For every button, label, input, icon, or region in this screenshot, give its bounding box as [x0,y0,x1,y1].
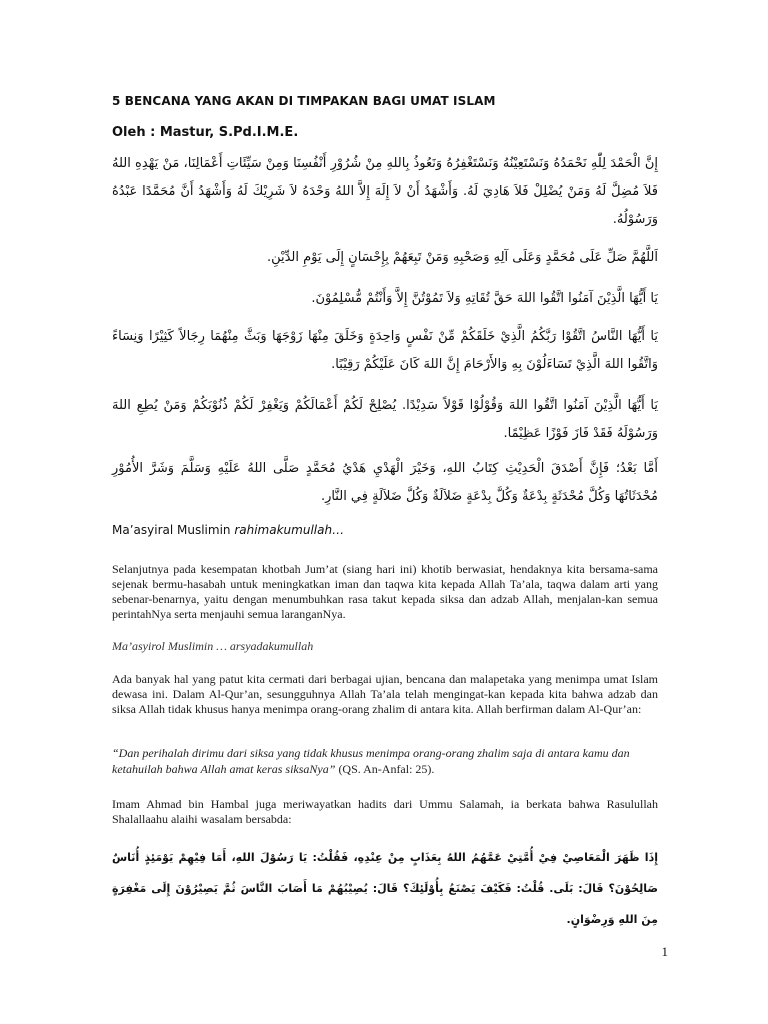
document-title: 5 BENCANA YANG AKAN DI TIMPAKAN BAGI UMAT ISLAM [112,94,496,108]
arabic-verse-an-nisa: يَا أَيُّهَا النَّاسُ اتَّقُوْا رَبَّكُمُ الَّذِيْ خَلَقَكُمْ مِّنْ نَفْسٍ وَاحِدَةٍ وَخَلَقَ مِنْهَا زَوْجَهَا وَبَثَّ مِنْهُمَا رِجَالاً كَثِيْرًا وَنِسَاءً وَاتَّقُوا اللهَ الَّذِيْ تَسَاءَلُوْنَ بِهِ وَالأَرْحَامَ إِنَّ اللهَ كَانَ عَلَيْكُمْ رَقِيْبًا. [112,329,658,372]
greeting-italic: rahimakumullah… [234,523,345,537]
arabic-hadith: إِذَا ظَهَرَ الْمَعَاصِيْ فِيْ أُمَّتِيْ عَمَّهُمُ اللهُ بِعَذَابٍ مِنْ عِنْدِهِ، فَقُلْتُ: يَا رَسُوْلَ اللهِ، أَمَا فِيْهِمْ يَوْمَئِذٍ أُنَاسٌ صَالِحُوْنَ؟ قَالَ: بَلَى. قُلْتُ: فَكَيْفَ يَصْنَعُ بِأُوْلَئِكَ؟ قَالَ: يُصِيْبُهُمْ مَا أَصَابَ النَّاسَ ثُمَّ يَصِيْرُوْنَ إِلَى مَغْفِرَةٍ مِنَ اللهِ وَرِضْوَانٍ. [112,851,658,926]
document-author: Oleh : Mastur, S.Pd.I.M.E. [112,125,299,140]
arabic-salawat: اَللَّهُمَّ صَلِّ عَلَى مُحَمَّدٍ وَعَلَى آلِهِ وَصَحْبِهِ وَمَنْ تَبِعَهُمْ بِإِحْسَانٍ إِلَى يَوْمِ الدِّيْنِ. [266,250,658,265]
arabic-amma-badu: أَمَّا بَعْدُ؛ فَإِنَّ أَصْدَقَ الْحَدِيْثِ كِتَابُ اللهِ، وَخَيْرَ الْهَدْيِ هَدْيُ مُحَمَّدٍ صَلَّى اللهُ عَلَيْهِ وَسَلَّمَ وَشَرَّ الأُمُوْرِ مُحْدَثَاتُهَا وَكُلَّ مُحْدَثَةٍ بِدْعَةٌ وَكُلَّ بِدْعَةٍ ضَلاَلَةٌ وَكُلَّ ضَلاَلَةٍ فِي النَّارِ. [112,461,658,504]
italic-heading: Ma’asyirol Muslimin … arsyadakumullah [112,639,314,653]
greeting-prefix: Ma’asyiral Muslimin [112,523,235,537]
arabic-verse-ali-imran: يَا أَيُّهَا الَّذِيْنَ آمَنُوا اتَّقُوا اللهَ حَقَّ تُقَاتِهِ وَلاَ تَمُوْتُنَّ إِلاَّ وَأَنْتُمْ مُّسْلِمُوْنَ. [311,291,658,306]
arabic-verse-al-ahzab: يَا أَيُّهَا الَّذِيْنَ آمَنُوا اتَّقُوا اللهَ وَقُوْلُوْا قَوْلاً سَدِيْدًا. يُصْلِحْ لَكُمْ أَعْمَالَكُمْ وَيَغْفِرْ لَكُمْ ذُنُوْبَكُمْ وَمَنْ يُطِعِ اللهَ وَرَسُوْلَهُ فَقَدْ فَازَ فَوْزًا عَظِيْمًا. [112,398,658,441]
arabic-opening-praise: إِنَّ الْحَمْدَ لِلّٰهِ نَحْمَدُهُ وَنَسْتَعِيْنُهُ وَنَسْتَغْفِرُهُ وَنَعُوذُ بِاللهِ مِنْ شُرُوْرِ أَنْفُسِنَا وَمِنْ سَيِّئَاتِ أَعْمَالِنَا، مَنْ يَهْدِهِ اللهُ فَلاَ مُضِلَّ لَهُ وَمَنْ يُضْلِلْ فَلاَ هَادِيَ لَهُ. وَأَشْهَدُ أَنْ لاَ إِلَهَ إِلاَّ اللهُ وَحْدَهُ لاَ شَرِيْكَ لَهُ وَأَشْهَدُ أَنَّ مُحَمَّدًا عَبْدُهُ وَرَسُوْلُهُ. [112,156,658,227]
page-number: 1 [661,944,668,959]
quote-reference: (QS. An-Anfal: 25). [335,762,435,776]
quote-text: “Dan perihalah dirimu dari siksa yang tidak khusus menimpa orang-orang zhalim saja di antara kamu dan ketahuilah bahwa Allah amat keras siksaNya” [112,746,630,776]
greeting-line [112,523,672,537]
paragraph-wasiat: Selanjutnya pada kesempatan khotbah Jum’at (siang hari ini) khotib berwasiat, hendaknya kita bersama-sama sejenak bermu-hasabah untuk meningkatkan iman dan taqwa kita kepada Allah Ta’ala, taqwa dalam arti yang sebenar-benarnya, yaitu dengan menumbuhkan rasa takut kepada siksa dan adzab Allah, menjalan-kan semua perintahNya serta menjauhi semua laranganNya. [112,562,658,621]
paragraph-hadith-intro: Imam Ahmad bin Hambal juga meriwayatkan hadits dari Ummu Salamah, ia berkata bahwa Rasulullah Shalallaahu alaihi wasalam bersabda: [112,797,658,826]
quran-quote [112,745,658,777]
paragraph-ujian: Ada banyak hal yang patut kita cermati dari berbagai ujian, bencana dan malapetaka yang menimpa umat Islam dewasa ini. Dalam Al-Qur’an, sesungguhnya Allah Ta’ala telah mengingat-kan kepada kita bahwa adzab dan siksa Allah tidak khusus hanya menimpa orang-orang zhalim di antara kita. Allah berfirman dalam Al-Qur’an: [112,672,658,716]
